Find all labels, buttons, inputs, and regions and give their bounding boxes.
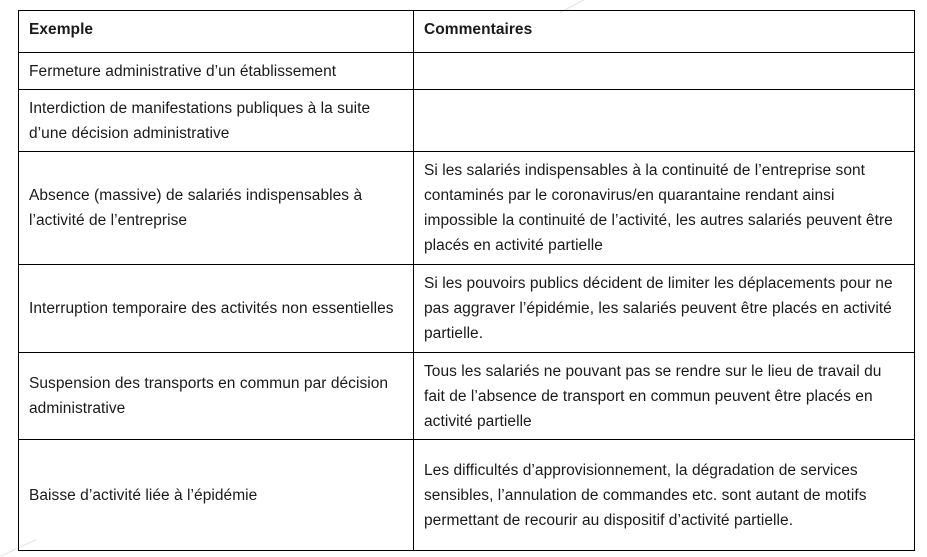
example-cell: Interdiction de manifestations publiques à la suite d’une décision administrative <box>19 90 414 152</box>
table-row <box>19 440 915 551</box>
table-row <box>19 152 915 265</box>
comment-cell <box>414 53 915 90</box>
table-row <box>19 353 915 440</box>
example-cell: Baisse d’activité liée à l’épidémie <box>19 440 414 551</box>
comment-cell <box>414 90 915 152</box>
examples-table <box>18 10 915 551</box>
header-example: Exemple <box>19 11 414 53</box>
comment-cell: Les difficultés d’approvisionnement, la dégradation de services sensibles, l’annulation de commandes etc. sont autant de motifs permettant de recourir au dispositif d’activité partielle. <box>414 440 915 551</box>
table-row <box>19 265 915 353</box>
example-cell: Interruption temporaire des activités non essentielles <box>19 265 414 353</box>
comment-cell: Tous les salariés ne pouvant pas se rendre sur le lieu de travail du fait de l’absence de transport en commun peuvent être placés en activité partielle <box>414 353 915 440</box>
comment-cell: Si les pouvoirs publics décident de limiter les déplacements pour ne pas aggraver l’épidémie, les salariés peuvent être placés en activité partielle. <box>414 265 915 353</box>
example-cell: Absence (massive) de salariés indispensables à l’activité de l’entreprise <box>19 152 414 265</box>
example-cell: Fermeture administrative d’un établissement <box>19 53 414 90</box>
example-cell: Suspension des transports en commun par décision administrative <box>19 353 414 440</box>
table-row <box>19 53 915 90</box>
table-header-row <box>19 11 915 53</box>
comment-cell: Si les salariés indispensables à la continuité de l’entreprise sont contaminés par le coronavirus/en quarantaine rendant ainsi impossible la continuité de l’activité, les autres salariés peuvent être placés en activité partielle <box>414 152 915 265</box>
table-row <box>19 90 915 152</box>
header-comments: Commentaires <box>414 11 915 53</box>
